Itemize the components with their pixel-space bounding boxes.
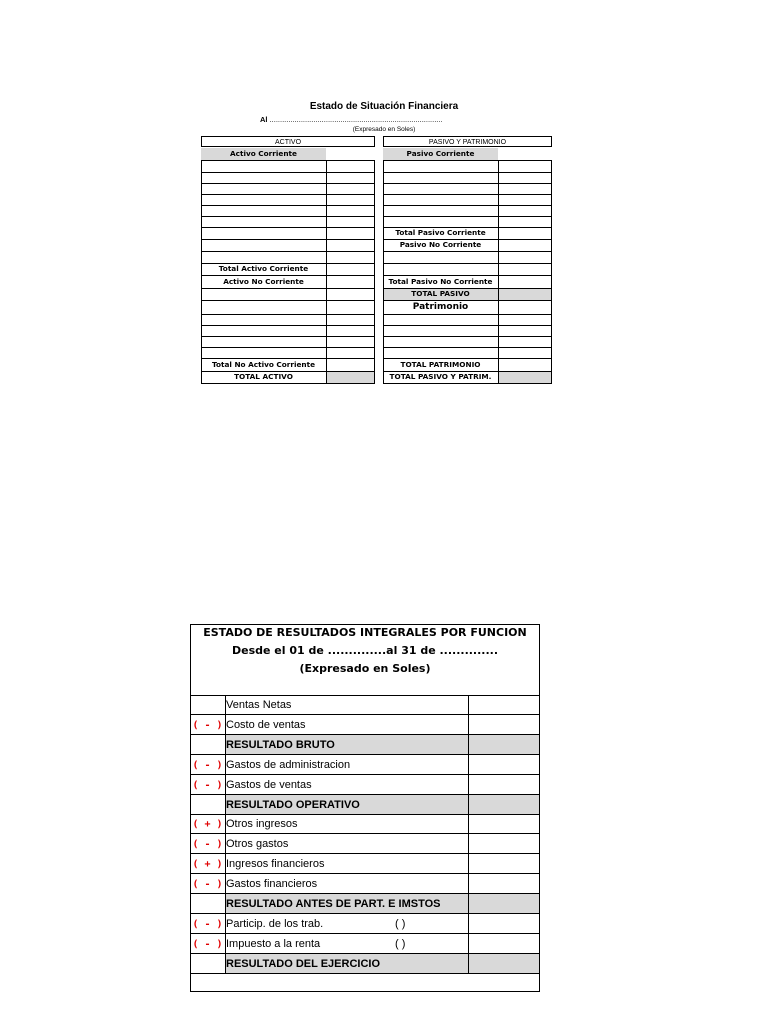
grid-line bbox=[468, 735, 469, 755]
income-row bbox=[190, 834, 540, 854]
grid-line bbox=[383, 383, 552, 384]
grid-line bbox=[225, 775, 226, 795]
grid-line bbox=[383, 172, 552, 173]
grid-line bbox=[225, 854, 226, 874]
al-label: Al bbox=[260, 115, 268, 124]
grid-line bbox=[383, 194, 552, 195]
grid-line bbox=[225, 755, 226, 775]
grid-line bbox=[225, 735, 226, 755]
sign-marker bbox=[190, 894, 225, 914]
grid-line bbox=[383, 325, 552, 326]
grid-line bbox=[468, 874, 469, 894]
label-activo-corriente: Activo Corriente bbox=[230, 149, 297, 158]
income-row bbox=[190, 795, 540, 815]
grid-line bbox=[468, 695, 469, 715]
income-row bbox=[190, 775, 540, 795]
grid-line bbox=[383, 251, 552, 252]
grid-line bbox=[201, 336, 375, 337]
sign-marker: ( - ) bbox=[192, 939, 223, 950]
row-label: Otros ingresos bbox=[226, 818, 298, 830]
balance-title: Estado de Situación Financiera bbox=[309, 101, 459, 112]
grid-line bbox=[201, 227, 375, 228]
grid-line bbox=[201, 216, 375, 217]
grid-line bbox=[383, 160, 384, 384]
participation-parens: ( ) bbox=[395, 918, 406, 930]
grid-line bbox=[468, 894, 469, 914]
sign-marker: ( - ) bbox=[192, 919, 223, 930]
sign-marker: ( - ) bbox=[192, 720, 223, 731]
sign-marker: ( - ) bbox=[192, 839, 223, 850]
grid-line bbox=[201, 300, 375, 301]
sign-marker bbox=[190, 954, 225, 974]
label-pasivo-corriente: Pasivo Corriente bbox=[406, 149, 475, 158]
grid-line bbox=[201, 239, 375, 240]
grid-line bbox=[201, 160, 375, 161]
grid-line bbox=[468, 834, 469, 854]
income-row bbox=[190, 755, 540, 775]
grid-line bbox=[383, 263, 552, 264]
grid-line bbox=[225, 934, 226, 954]
income-row bbox=[190, 894, 540, 914]
grid-line bbox=[383, 183, 552, 184]
balance-date-line bbox=[260, 115, 443, 124]
label-total-pasivo-corriente: Total Pasivo Corriente bbox=[395, 228, 486, 237]
row-label: Gastos de administracion bbox=[226, 759, 351, 771]
label-total-pasivo-patrim: TOTAL PASIVO Y PATRIM. bbox=[389, 372, 492, 381]
grid-line bbox=[225, 695, 226, 715]
income-row bbox=[190, 814, 540, 834]
grid-line bbox=[326, 160, 327, 384]
income-row bbox=[190, 914, 540, 934]
grid-line bbox=[201, 325, 375, 326]
income-expressed: (Expresado en Soles) bbox=[299, 662, 431, 675]
income-row bbox=[190, 735, 540, 755]
sign-marker: ( - ) bbox=[192, 879, 223, 890]
row-label: Particip. de los trab. bbox=[226, 918, 324, 930]
sign-marker: ( + ) bbox=[192, 859, 223, 870]
grid-line bbox=[383, 160, 552, 161]
grid-line bbox=[468, 914, 469, 934]
grid-line bbox=[201, 347, 375, 348]
grid-line bbox=[468, 934, 469, 954]
sign-marker bbox=[190, 735, 225, 755]
participation-parens: ( ) bbox=[395, 938, 406, 950]
income-period: Desde el 01 de ..............al 31 de .............. bbox=[232, 644, 498, 657]
grid-line bbox=[201, 251, 375, 252]
label-pasivo-no-corriente: Pasivo No Corriente bbox=[399, 240, 482, 249]
grid-line bbox=[383, 205, 552, 206]
grid-line bbox=[383, 347, 552, 348]
shaded-cell bbox=[326, 371, 375, 383]
income-row bbox=[190, 874, 540, 894]
row-label: Ventas Netas bbox=[226, 699, 292, 711]
grid-line bbox=[374, 160, 375, 384]
label-total-pasivo: TOTAL PASIVO bbox=[411, 289, 470, 298]
label-patrimonio: Patrimonio bbox=[412, 302, 469, 312]
grid-line bbox=[383, 336, 552, 337]
grid-line bbox=[225, 874, 226, 894]
grid-line bbox=[201, 194, 375, 195]
row-label: Ingresos financieros bbox=[226, 858, 325, 870]
income-row bbox=[190, 934, 540, 954]
grid-line bbox=[468, 715, 469, 735]
date-dots: ................................................................................... bbox=[269, 115, 443, 124]
grid-line bbox=[201, 383, 375, 384]
shaded-cell bbox=[498, 371, 551, 383]
grid-line bbox=[201, 314, 375, 315]
row-label: Otros gastos bbox=[226, 838, 289, 850]
grid-line bbox=[225, 715, 226, 735]
grid-line bbox=[225, 954, 226, 974]
row-label: RESULTADO ANTES DE PART. E IMSTOS bbox=[226, 898, 441, 910]
activo-header: ACTIVO bbox=[201, 136, 375, 147]
balance-expressed: (Expresado en Soles) bbox=[352, 126, 416, 133]
row-label: Gastos de ventas bbox=[226, 779, 312, 791]
sign-marker bbox=[190, 795, 225, 815]
grid-line bbox=[225, 894, 226, 914]
label-total-activo: TOTAL ACTIVO bbox=[234, 372, 293, 381]
grid-line bbox=[383, 314, 552, 315]
grid-line bbox=[225, 914, 226, 934]
label-total-pasivo-no-corriente: Total Pasivo No Corriente bbox=[388, 277, 493, 286]
grid-line bbox=[225, 795, 226, 815]
income-row bbox=[190, 954, 540, 974]
grid-line bbox=[190, 973, 540, 974]
grid-line bbox=[225, 814, 226, 834]
grid-line bbox=[468, 755, 469, 775]
grid-line bbox=[201, 172, 375, 173]
grid-line bbox=[468, 795, 469, 815]
row-label: RESULTADO OPERATIVO bbox=[226, 799, 360, 811]
grid-line bbox=[498, 160, 499, 384]
income-row bbox=[190, 715, 540, 735]
income-row bbox=[190, 854, 540, 874]
grid-line bbox=[201, 205, 375, 206]
label-total-activo-corriente: Total Activo Corriente bbox=[218, 264, 309, 273]
sign-marker bbox=[190, 695, 225, 715]
grid-line bbox=[468, 954, 469, 974]
grid-line bbox=[201, 288, 375, 289]
income-title: ESTADO DE RESULTADOS INTEGRALES POR FUNCION bbox=[203, 626, 527, 639]
grid-line bbox=[468, 854, 469, 874]
label-activo-no-corriente: Activo No Corriente bbox=[223, 277, 304, 286]
row-label: RESULTADO DEL EJERCICIO bbox=[226, 958, 381, 970]
grid-line bbox=[225, 834, 226, 854]
row-label: Gastos financieros bbox=[226, 878, 318, 890]
row-label: RESULTADO BRUTO bbox=[226, 739, 335, 751]
row-label: Costo de ventas bbox=[226, 719, 306, 731]
sign-marker: ( - ) bbox=[192, 780, 223, 791]
grid-line bbox=[383, 216, 552, 217]
sign-marker: ( - ) bbox=[192, 760, 223, 771]
shaded-cell bbox=[498, 288, 551, 300]
pasivo-header: PASIVO Y PATRIMONIO bbox=[383, 136, 552, 147]
row-label: Impuesto a la renta bbox=[226, 938, 321, 950]
label-total-patrimonio: TOTAL PATRIMONIO bbox=[400, 360, 481, 369]
grid-line bbox=[551, 160, 552, 384]
grid-line bbox=[201, 183, 375, 184]
label-total-no-activo-corriente: Total No Activo Corriente bbox=[211, 360, 316, 369]
grid-line bbox=[468, 814, 469, 834]
grid-line bbox=[468, 775, 469, 795]
income-row bbox=[190, 695, 540, 715]
sign-marker: ( + ) bbox=[192, 819, 223, 830]
